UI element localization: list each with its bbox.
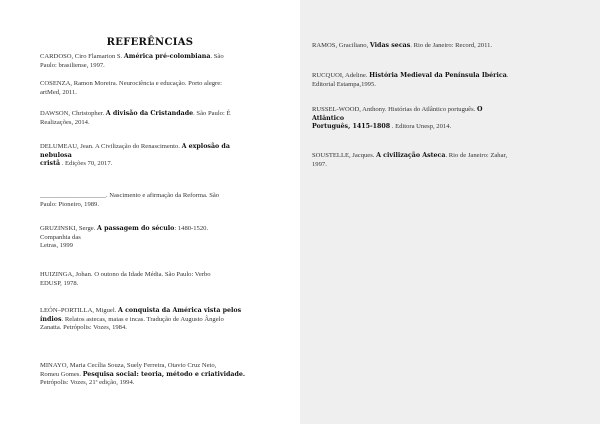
- reference-line: [40, 192, 262, 201]
- reference-title: Atlântico: [312, 114, 345, 122]
- reference-line: [40, 242, 262, 251]
- reference-line: [40, 362, 262, 371]
- reference-title: índios: [40, 315, 62, 323]
- reference-entry: [40, 53, 262, 70]
- reference-line: [40, 324, 262, 333]
- reference-title: A conquista da América vista pelos: [118, 307, 242, 314]
- reference-text: Letras, 1999: [40, 242, 73, 250]
- reference-line: [40, 316, 262, 325]
- reference-text: Editorial Estampa,1995.: [312, 80, 376, 88]
- reference-entry: [40, 362, 262, 388]
- reference-line: [40, 379, 262, 388]
- reference-title: A explosão da: [181, 143, 230, 150]
- reference-line: [312, 72, 562, 81]
- reference-title: A divisão da Cristandade: [105, 110, 194, 117]
- reference-text: . São: [210, 53, 224, 60]
- reference-entry: [312, 152, 562, 169]
- reference-text: CARDOSO, Ciro Flamarion S.: [40, 53, 124, 60]
- reference-text: Realizações, 2014.: [40, 118, 90, 126]
- right-page: [300, 0, 600, 424]
- reference-text: Paulo: brasiliense, 1997.: [40, 61, 105, 69]
- reference-text: EDUSP, 1978.: [40, 279, 79, 287]
- reference-title: O: [476, 106, 483, 113]
- reference-title: A passagem do século: [97, 225, 175, 232]
- reference-text: GRUZINSKI, Serge.: [40, 225, 98, 232]
- reference-line: [312, 161, 562, 170]
- reference-line: [40, 119, 262, 128]
- reference-text: Companhia das: [40, 233, 81, 241]
- reference-line: [40, 225, 262, 234]
- reference-title: A civilização Asteca: [376, 152, 446, 159]
- reference-line: [312, 115, 562, 124]
- reference-text: . Editora Unesp, 2014.: [390, 123, 452, 131]
- reference-text: .: [506, 72, 509, 79]
- reference-text: DELUMEAU, Jean. A Civilização do Renascimento.: [40, 143, 182, 150]
- reference-line: [40, 80, 262, 89]
- reference-title: Português, 1415-1808: [312, 123, 391, 131]
- reference-line: [40, 234, 262, 243]
- reference-entry: [40, 271, 262, 288]
- reference-text: 1997.: [312, 160, 327, 168]
- reference-title: cristã: [40, 160, 61, 168]
- reference-text: . São Paulo: É: [193, 110, 231, 117]
- reference-line: [312, 152, 562, 161]
- reference-line: [40, 371, 262, 380]
- reference-line: [40, 201, 262, 210]
- reference-text: . Edições 70, 2017.: [60, 160, 113, 168]
- reference-text: RAMOS, Graciliano,: [312, 42, 370, 49]
- reference-line: [312, 106, 562, 115]
- reference-line: [40, 53, 262, 62]
- reference-text: Romeu Gomes.: [40, 370, 83, 378]
- reference-text: . Relatos astecas, maias e incas. Tradução de Augusto Ângelo: [61, 315, 224, 323]
- reference-line: [40, 152, 262, 161]
- reference-text: SOUSTELLE, Jacques.: [312, 152, 377, 159]
- reference-line: [40, 62, 262, 71]
- reference-title: Pesquisa social: teoria, método e criatividade.: [82, 370, 246, 378]
- reference-line: [312, 42, 562, 51]
- reference-entry: [40, 225, 262, 251]
- reference-text: artMed, 2011.: [40, 88, 77, 96]
- reference-text: MINAYO, Maria Cecília Souza, Suely Ferreira, Otavio Cruz Neto,: [40, 362, 217, 369]
- reference-entry: [312, 42, 562, 51]
- reference-entry: [312, 72, 562, 89]
- reference-text: ____________________. Nascimento e afirmação da Reforma. São: [40, 192, 220, 199]
- reference-text: . Rio de Janeiro: Zahar,: [445, 152, 508, 159]
- reference-text: Zanatta. Petrópolis: Vozes, 1984.: [40, 324, 127, 332]
- reference-entry: [312, 106, 562, 132]
- reference-text: . Rio de Janeiro: Record, 2011.: [410, 42, 493, 49]
- reference-entry: [40, 110, 262, 127]
- page-title: REFERÊNCIAS: [106, 37, 194, 48]
- reference-text: HUIZINGA, Johan. O outono da Idade Média. São Paulo: Verbo: [40, 271, 211, 278]
- reference-text: DAWSON, Christopher.: [40, 110, 106, 117]
- reference-line: [40, 271, 262, 280]
- reference-text: Paulo: Pioneiro, 1989.: [40, 200, 99, 208]
- reference-line: [40, 280, 262, 289]
- reference-line: [312, 123, 562, 132]
- reference-text: RUCQUOI, Adeline.: [312, 72, 370, 79]
- reference-entry: [40, 80, 262, 97]
- reference-line: [40, 160, 262, 169]
- reference-title: História Medieval da Península Ibérica: [369, 72, 507, 79]
- reference-line: [40, 307, 262, 316]
- reference-line: [312, 81, 562, 90]
- reference-title: América pré-colombiana: [123, 53, 211, 60]
- reference-title: nebulosa: [40, 151, 72, 159]
- reference-text: LEÓN–PORTILLA, Miguel.: [40, 307, 118, 314]
- reference-text: : 1480-1520.: [174, 225, 209, 232]
- reference-text: Petrópolis: Vozes, 21ª edição, 1994.: [40, 379, 135, 387]
- reference-text: RUSSEL-WOOD, Anthony. Histórias do Atlântico português.: [312, 106, 477, 113]
- reference-line: [40, 89, 262, 98]
- reference-line: [40, 110, 262, 119]
- reference-title: Vidas secas: [369, 42, 411, 49]
- reference-entry: [40, 192, 262, 209]
- reference-entry: [40, 143, 262, 169]
- reference-text: COSENZA, Ramon Moreira. Neurociência e educação. Porto alegre:: [40, 80, 222, 87]
- reference-entry: [40, 307, 262, 333]
- reference-line: [40, 143, 262, 152]
